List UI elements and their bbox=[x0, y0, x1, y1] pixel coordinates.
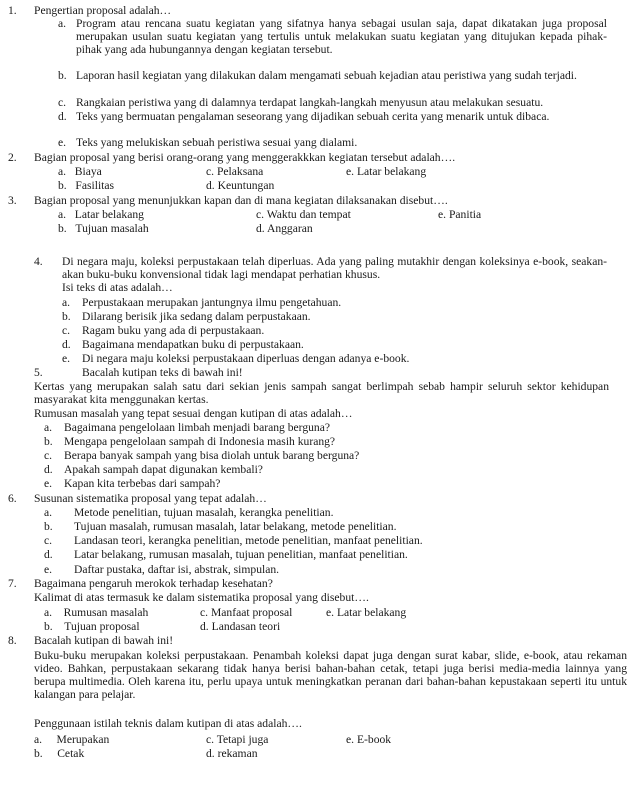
q1-option-d-text: Teks yang bermuatan pengalaman seseorang yang dijadikan sebuah cerita yang menarik untuk dibaca. bbox=[76, 110, 550, 123]
q5-option-b-text: Mengapa pengelolaan sampah di Indonesia masih kurang? bbox=[64, 435, 336, 448]
q6-number: 6. bbox=[8, 492, 17, 505]
q2-option-e: e. Latar belakang bbox=[346, 165, 427, 178]
q2-stem: Bagian proposal yang berisi orang-orang yang menggerakkkan kegiatan tersebut adalah…. bbox=[34, 151, 456, 164]
q1-option-a-text: Program atau rencana suatu kegiatan yang sifatnya hanya sebagai usulan saja, dapat dikatakan juga proposal merupakan usulan suatu kegiatan yang tertulis untuk melakukan suatu kegiatan yang ditujukan kepada pihak-pihak yang ada hubungannya dengan kegiatan tersebut. bbox=[76, 17, 607, 56]
q7-option-a: a. Rumusan masalah bbox=[44, 606, 149, 619]
q6-option-a-key: a. bbox=[44, 506, 53, 519]
q4-question: Isi teks di atas adalah… bbox=[62, 281, 173, 294]
q1-stem: Pengertian proposal adalah… bbox=[34, 4, 172, 17]
q1-option-b-key: b. bbox=[58, 69, 67, 82]
q6-option-e-text: Daftar pustaka, daftar isi, abstrak, simpulan. bbox=[74, 563, 280, 576]
q5-stem: Bacalah kutipan teks di bawah ini! bbox=[82, 366, 243, 379]
q4-option-a-key: a. bbox=[62, 296, 71, 309]
q2-option-b: b. Fasilitas bbox=[58, 179, 115, 192]
q2-number: 2. bbox=[8, 151, 17, 164]
q4-number: 4. bbox=[34, 255, 43, 268]
q1-option-d-key: d. bbox=[58, 110, 67, 123]
q4-stem: Di negara maju, koleksi perpustakaan telah diperluas. Ada yang paling mutakhir dengan koleksinya e-book, seakan-akan buku-buku konvensional tidak lagi mendapat perhatian khusus. bbox=[62, 255, 607, 281]
q1-number: 1. bbox=[8, 4, 17, 17]
q4-option-d-text: Bagaimana mendapatkan buku di perpustakaan. bbox=[82, 338, 304, 351]
q6-option-e-key: e. bbox=[44, 563, 53, 576]
q1-option-e-text: Teks yang melukiskan sebuah peristiwa sesuai yang dialami. bbox=[76, 136, 358, 149]
q8-number: 8. bbox=[8, 634, 17, 647]
q5-option-c-text: Berapa banyak sampah yang bisa diolah untuk barang berguna? bbox=[64, 449, 360, 462]
q4-option-c-key: c. bbox=[62, 324, 71, 337]
q8-option-d: d. rekaman bbox=[206, 747, 258, 760]
q5-option-b-key: b. bbox=[44, 435, 53, 448]
q7-option-c: c. Manfaat proposal bbox=[200, 606, 293, 619]
q7-option-b: b. Tujuan proposal bbox=[44, 620, 140, 633]
q2-option-d: d. Keuntungan bbox=[206, 179, 275, 192]
q8-option-e: e. E-book bbox=[346, 733, 392, 746]
q5-question: Rumusan masalah yang tepat sesuai dengan kutipan di atas adalah… bbox=[34, 407, 353, 420]
q5-option-e-text: Kapan kita terbebas dari sampah? bbox=[64, 477, 221, 490]
q6-option-b-text: Tujuan masalah, rumusan masalah, latar belakang, metode penelitian. bbox=[74, 520, 397, 533]
q1-option-e-key: e. bbox=[58, 136, 67, 149]
q2-option-c: c. Pelaksana bbox=[206, 165, 264, 178]
q6-option-c-key: c. bbox=[44, 534, 53, 547]
q3-number: 3. bbox=[8, 194, 17, 207]
q5-option-a-key: a. bbox=[44, 421, 53, 434]
q3-option-e: e. Panitia bbox=[438, 208, 482, 221]
q8-stem: Bacalah kutipan di bawah ini! bbox=[34, 634, 174, 647]
q4-option-a-text: Perpustakaan merupakan jantungnya ilmu pengetahuan. bbox=[82, 296, 342, 309]
q1-option-c-text: Rangkaian peristiwa yang di dalamnya terdapat langkah-langkah menyusun atau melakukan sesuatu. bbox=[76, 96, 544, 109]
q6-stem: Susunan sistematika proposal yang tepat adalah… bbox=[34, 492, 267, 505]
q8-option-b: b. Cetak bbox=[34, 747, 85, 760]
q5-option-d-text: Apakah sampah dapat digunakan kembali? bbox=[64, 463, 263, 476]
q2-option-a: a. Biaya bbox=[58, 165, 102, 178]
q1-option-c-key: c. bbox=[58, 96, 67, 109]
q7-option-e: e. Latar belakang bbox=[326, 606, 407, 619]
q7-option-d: d. Landasan teori bbox=[200, 620, 281, 633]
q5-number: 5. bbox=[34, 366, 43, 379]
q3-stem: Bagian proposal yang menunjukkan kapan dan di mana kegiatan dilaksanakan disebut…. bbox=[34, 194, 448, 207]
q4-option-e-key: e. bbox=[62, 352, 71, 365]
q4-option-d-key: d. bbox=[62, 338, 71, 351]
q3-option-b: b. Tujuan masalah bbox=[58, 222, 149, 235]
q7-number: 7. bbox=[8, 577, 17, 590]
q1-option-b-text: Laporan hasil kegiatan yang dilakukan dalam mengamati sebuah kejadian atau peristiwa yang sudah terjadi. bbox=[76, 69, 577, 82]
q6-option-c-text: Landasan teori, kerangka penelitian, metode penelitian, manfaat penelitian. bbox=[74, 534, 423, 547]
q8-option-c: c. Tetapi juga bbox=[206, 733, 269, 746]
q1-option-a-key: a. bbox=[58, 17, 67, 30]
q8-question: Penggunaan istilah teknis dalam kutipan di atas adalah…. bbox=[34, 717, 302, 730]
q5-passage: Kertas yang merupakan salah satu dari sekian jenis sampah sangat berlimpah sebab hampir seluruh sektor kehidupan masyarakat kita menggunakan kertas. bbox=[34, 380, 609, 406]
q7-stem: Bagaimana pengaruh merokok terhadap kesehatan? bbox=[34, 577, 273, 590]
q5-option-a-text: Bagaimana pengelolaan limbah menjadi barang berguna? bbox=[64, 421, 331, 434]
q3-option-a: a. Latar belakang bbox=[58, 208, 144, 221]
q3-option-d: d. Anggaran bbox=[256, 222, 313, 235]
q3-option-c: c. Waktu dan tempat bbox=[256, 208, 351, 221]
q7-question: Kalimat di atas termasuk ke dalam sistematika proposal yang disebut…. bbox=[34, 591, 369, 604]
q6-option-b-key: b. bbox=[44, 520, 53, 533]
q4-option-b-key: b. bbox=[62, 310, 71, 323]
cropped-header-fragment bbox=[230, 0, 480, 3]
q6-option-d-text: Latar belakang, rumusan masalah, tujuan penelitian, manfaat penelitian. bbox=[74, 548, 408, 561]
q4-option-e-text: Di negara maju koleksi perpustakaan diperluas dengan adanya e-book. bbox=[82, 352, 410, 365]
q5-option-d-key: d. bbox=[44, 463, 53, 476]
q8-passage: Buku-buku merupakan koleksi perpustakaan. Penambah koleksi dapat juga dengan surat kabar, slide, e-book, atau rekaman video. Bahkan, perpustakaan sekarang tidak hanya berisi bahan-bahan cetak, tetapi juga berisi media-media lainnya yang berupa multimedia. Oleh karena itu, perlu upaya untuk meningkatkan peranan dari bahan-bahan kepustakaan seperti itu untuk kalangan para pelajar. bbox=[34, 649, 627, 701]
q4-option-b-text: Dilarang berisik jika sedang dalam perpustakaan. bbox=[82, 310, 311, 323]
q6-option-a-text: Metode penelitian, tujuan masalah, kerangka penelitian. bbox=[74, 506, 334, 519]
q6-option-d-key: d. bbox=[44, 548, 53, 561]
q4-option-c-text: Ragam buku yang ada di perpustakaan. bbox=[82, 324, 265, 337]
q5-option-c-key: c. bbox=[44, 449, 53, 462]
q5-option-e-key: e. bbox=[44, 477, 53, 490]
q8-option-a: a. Merupakan bbox=[34, 733, 110, 746]
